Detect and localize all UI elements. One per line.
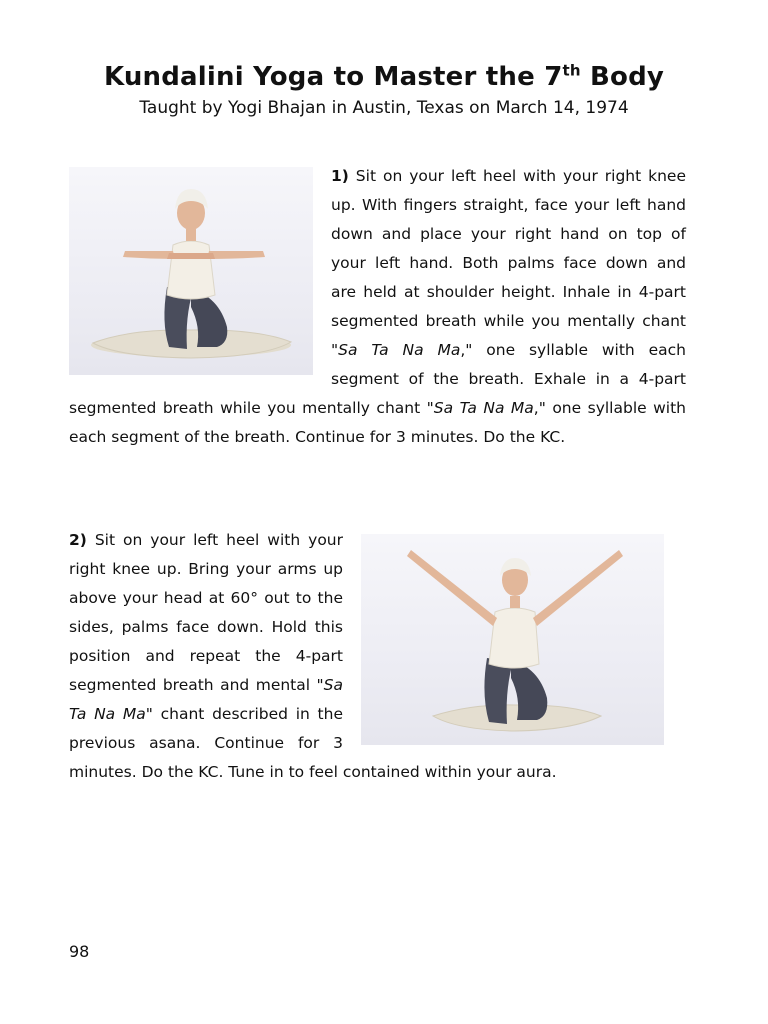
exercise-1: [69, 162, 686, 452]
exercise-1-text: ," one syllable with each segment of the breath. Continue for 3 minutes. Do the KC.: [69, 399, 687, 446]
exercise-1-photo: [69, 167, 313, 375]
neck: [186, 229, 196, 241]
page-subtitle: Taught by Yogi Bhajan in Austin, Texas on March 14, 1974: [139, 98, 629, 118]
right-arm: [207, 251, 265, 259]
neck: [510, 596, 520, 608]
yoga-mat-shape: [93, 330, 291, 358]
page-number: 98: [69, 942, 90, 961]
title-superscript: th: [562, 61, 581, 80]
page-title: [0, 62, 768, 92]
title-text: Kundalini Yoga to Master the 7: [103, 62, 563, 92]
stacked-hands: [167, 253, 215, 259]
mantra: Sa Ta Na Ma: [433, 399, 534, 417]
exercise-2: [69, 526, 686, 787]
mantra: Sa Ta Na Ma: [338, 341, 461, 359]
exercise-1-text: Sit on your left heel with your right knee up. With fingers straight, face your left hand down and place your right hand on top of your left hand. Both palms face down and are held at shoulder height. Inhale in 4-part segmented breath while you mentally chant ": [331, 167, 686, 359]
exercise-2-figure: [361, 534, 664, 745]
mantra: Sa Ta Na Ma: [69, 676, 343, 723]
exercise-2-text: " chant described in the previous asana. Continue for 3 minutes. Do the KC. Tune in to feel contained within your aura.: [69, 705, 557, 781]
exercise-2-text: Sit on your left heel with your right knee up. Bring your arms up above your head at 60° out to the sides, palms face down. Hold this position and repeat the 4-part segmented breath and mental ": [69, 531, 343, 694]
exercise-1-figure: [69, 167, 313, 375]
yoga-mat-shape: [433, 705, 601, 731]
right-arm-raised: [533, 550, 623, 626]
exercise-1-text: ," one syllable with each segment of the breath. Exhale in a 4-part segmented breath while you mentally chant ": [69, 341, 686, 417]
left-arm-raised: [407, 550, 497, 626]
exercise-2-photo: [361, 534, 664, 745]
exercise-2-number: 2): [69, 531, 87, 549]
torso-shirt: [489, 608, 539, 668]
left-arm: [123, 251, 175, 259]
exercise-1-number: 1): [331, 167, 349, 185]
title-text-end: Body: [580, 62, 665, 92]
torso-shirt: [167, 241, 215, 299]
